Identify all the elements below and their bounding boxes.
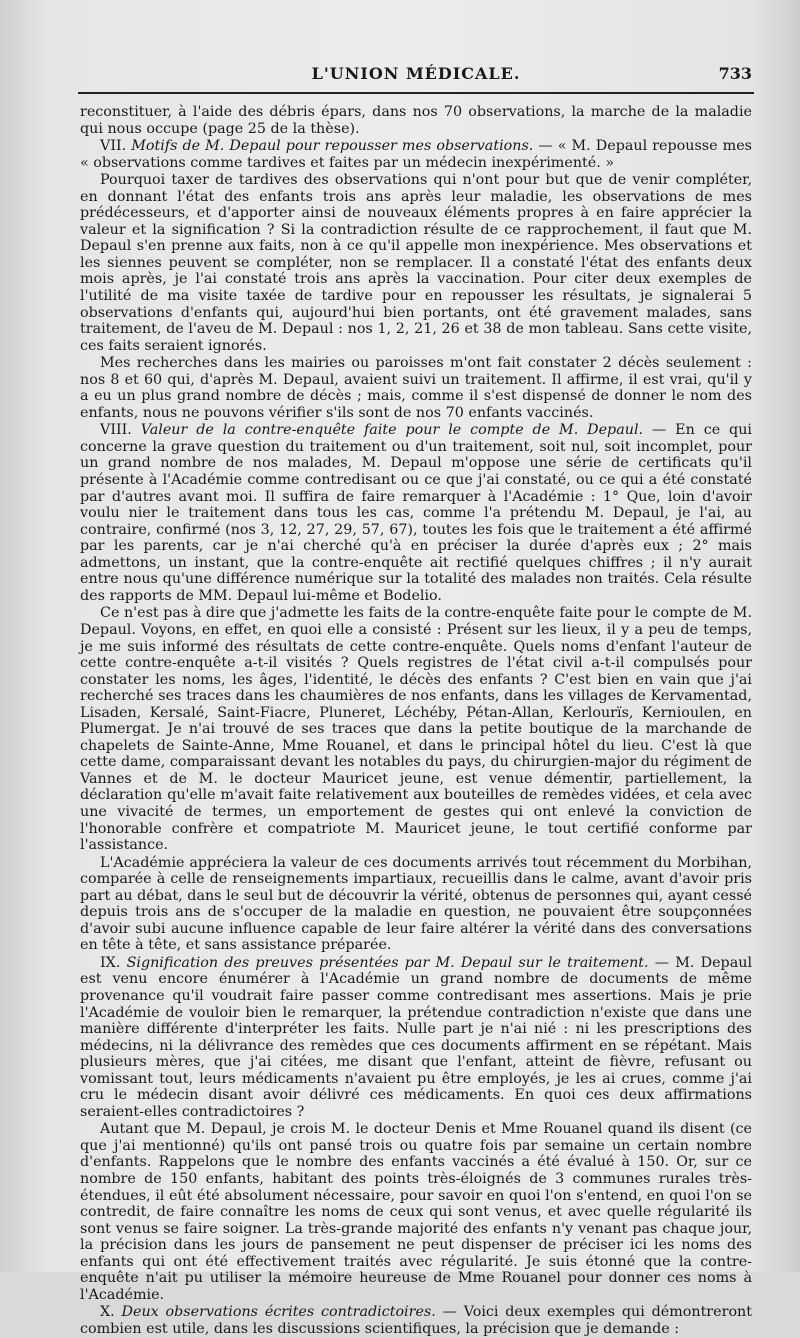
section-viii (80, 422, 752, 604)
page-header (80, 62, 752, 92)
section-number: VIII. (100, 422, 132, 439)
paragraph-text: — « M. Depaul repousse mes « observations comme tardives et faites par un médecin inexpérimenté. » (80, 138, 752, 171)
section-ix (80, 955, 752, 1120)
section-x (80, 1304, 752, 1337)
section-heading: Motifs de M. Depaul pour repousser mes observations. (131, 138, 534, 155)
page-number: 733 (718, 64, 752, 83)
paragraph (80, 172, 752, 354)
paragraph-text: Ce n'est pas à dire que j'admette les faits de la contre-enquête faite pour le compte de M. Depaul. Voyons, en effet, en quoi elle a consisté : Présent sur les lieux, il y a peu de temps, je me suis informé des résultats de cette contre-enquête. Quels noms d'enfant l'auteur de cette contre-enquête a-t-il visités ? Quels registres de l'état civil a-t-il compulsés pour constater les noms, les âges, l'identité, le décès des enfants ? C'est bien en vain que j'ai recherché ses traces dans les chaumières de nos enfants, dans les villages de Kervamentad, Lisaden, Kersalé, Saint-Fiacre, Pluneret, Léchéby, Pétan-Allan, Kerlourïs, Kernioulen, en Plumergat. Je n'ai trouvé de ses traces que dans la petite boutique de la marchande de chapelets de Sainte-Anne, Mme Rouanel, et dans le principal hôtel du lieu. C'est là que cette dame, comparaissant devant les notables du pays, du chirurgien-major du régiment de Vannes et de M. le docteur Mauricet jeune, est venue démentir, partiellement, la déclaration qu'elle m'avait faite relativement aux bouteilles de remèdes vidées, et cela avec une vivacité de termes, un emportement de gestes qui ont enlevé la conviction de l'honorable confrère et compatriote M. Mauricet jeune, le tout certifié conforme par l'assistance. (80, 605, 752, 854)
paragraph-text: L'Académie appréciera la valeur de ces documents arrivés tout récemment du Morbihan, comparée à celle de renseignements impartiaux, recueillis dans le calme, avant d'avoir pris part au débat, dans le seul but de découvrir la vérité, obtenus de personnes qui, ayant cessé depuis trois ans de s'occuper de la maladie en question, ne pouvaient être soupçonnées d'avoir subi aucune influence capable de leur faire altérer la vérité dans des conversations en tête à tête, et sans assistance préparée. (80, 854, 752, 954)
section-number: X. (100, 1304, 115, 1321)
section-heading: Deux observations écrites contradictoires. (121, 1304, 436, 1321)
running-title: L'UNION MÉDICALE. (311, 64, 521, 83)
section-heading: Valeur de la contre-enquête faite pour le compte de M. Depaul. (140, 422, 644, 439)
paragraph (80, 104, 752, 137)
body-text (80, 104, 752, 1338)
paragraph (80, 1121, 752, 1303)
paragraph (80, 855, 752, 954)
paragraph-text: Autant que M. Depaul, je crois M. le docteur Denis et Mme Rouanel quand ils disent (ce que j'ai mentionné) qu'ils ont pansé trois ou quatre fois par semaine un certain nombre d'enfants. Rappelons que le nombre des enfants vaccinés a été évalué à 150. Or, sur ce nombre de 150 enfants, habitant des points très-éloignés de 3 communes rurales très-étendues, il eût été absolument nécessaire, pour savoir en quoi l'on s'entend, en quoi l'on se contredit, de faire connaître les noms de ceux qui sont venus, et avec quelle régularité ils sont venus se faire soigner. La très-grande majorité des enfants n'y venant pas chaque jour, la précision dans les jours de pansement ne peut dispenser de préciser ici les noms des enfants qui ont été effectivement traités avec régularité. Je suis étonné que la contre-enquête n'ait pu utiliser la mémoire heureuse de Mme Rouanel pour donner ces noms à l'Académie. (80, 1121, 752, 1303)
paragraph-text: — Voici deux exemples qui démontreront combien est utile, dans les discussions scientifiques, la précision que je demande : (80, 1304, 752, 1337)
paragraph-text: Mes recherches dans les mairies ou paroisses m'ont fait constater 2 décès seulement : nos 8 et 60 qui, d'après M. Depaul, avaient suivi un traitement. Il affirme, il est vrai, qu'il y a eu un plus grand nombre de décès ; mais, comme il s'est dispensé de donner le nom des enfants, nous ne pouvons vérifier s'ils sont de nos 70 enfants vaccinés. (80, 355, 752, 421)
section-heading: Signification des preuves présentées par M. Depaul sur le traitement. (126, 954, 649, 971)
paragraph (80, 355, 752, 421)
paragraph-text: — M. Depaul est venu encore énumérer à l'Académie un grand nombre de documents de même provenance qu'il voudrait faire passer comme contredisant mes assertions. Mais je prie l'Académie de vouloir bien le remarquer, la prétendue contradiction n'existe que dans une manière différente d'interpréter les faits. Nulle part je n'ai nié : ni les prescriptions des médecins, ni la délivrance des remèdes que ces documents affirment en se répétant. Mais plusieurs mères, que j'ai citées, me disant que l'enfant, atteint de fièvre, refusant ou vomissant tout, leurs médicaments n'avaient pu être employés, je les ai crues, comme j'ai cru le médecin disant avoir délivré ces médicaments. En quoi ces deux affirmations seraient-elles contradictoires ? (80, 954, 753, 1120)
section-vii (80, 138, 752, 171)
paragraph-text: Pourquoi taxer de tardives des observations qui n'ont pour but que de venir compléter, en donnant l'état des enfants trois ans après leur maladie, les observations de mes prédécesseurs, et d'apporter ainsi de nouveaux éléments propres à en faire apprécier la valeur et la signification ? Si la contradiction résulte de ce rapprochement, il faut que M. Depaul s'en prenne aux faits, non à ce qu'il appelle mon inexpérience. Mes observations et les siennes peuvent se compléter, non se remplacer. Il a constaté l'état des enfants deux mois après, je l'ai constaté trois ans après la vaccination. Pour citer deux exemples de l'utilité de ma visite taxée de tardive pour en repousser les résultats, je signalerai 5 observations d'enfants qui, aujourd'hui bien portants, ont été gravement malades, sans traitement, de l'aveu de M. Depaul : nos 1, 2, 21, 26 et 38 de mon tableau. Sans cette visite, ces faits seraient ignorés. (80, 172, 752, 354)
paragraph-text: reconstituer, à l'aide des débris épars, dans nos 70 observations, la marche de la maladie qui nous occupe (page 25 de la thèse). (80, 104, 752, 137)
section-number: IX. (100, 954, 121, 971)
paragraph-text: — En ce qui concerne la grave question du traitement ou d'un traitement, soit nul, soit incomplet, pour un grand nombre de nos malades, M. Depaul m'oppose une série de certificats qu'il présente à l'Académie comme contredisant ou ce que j'ai constaté, ou ce qui a été constaté par d'autres avant moi. Il suffira de faire remarquer à l'Académie : 1° Que, loin d'avoir voulu nier le traitement dans tous les cas, comme l'a prétendu M. Depaul, je l'ai, au contraire, confirmé (nos 3, 12, 27, 29, 57, 67), toutes les fois que le traitement a été affirmé par les parents, car je n'ai cherché qu'à en préciser la durée d'après eux ; 2° mais admettons, un instant, que la contre-enquête ait rectifié quelques chiffres ; il n'y aurait entre nous qu'une différence numérique sur la totalité des malades non traités. Cela résulte des rapports de MM. Depaul lui-même et Bodelio. (80, 422, 752, 604)
header-rule (78, 92, 754, 94)
paragraph (80, 605, 752, 853)
section-number: VII. (100, 138, 127, 155)
